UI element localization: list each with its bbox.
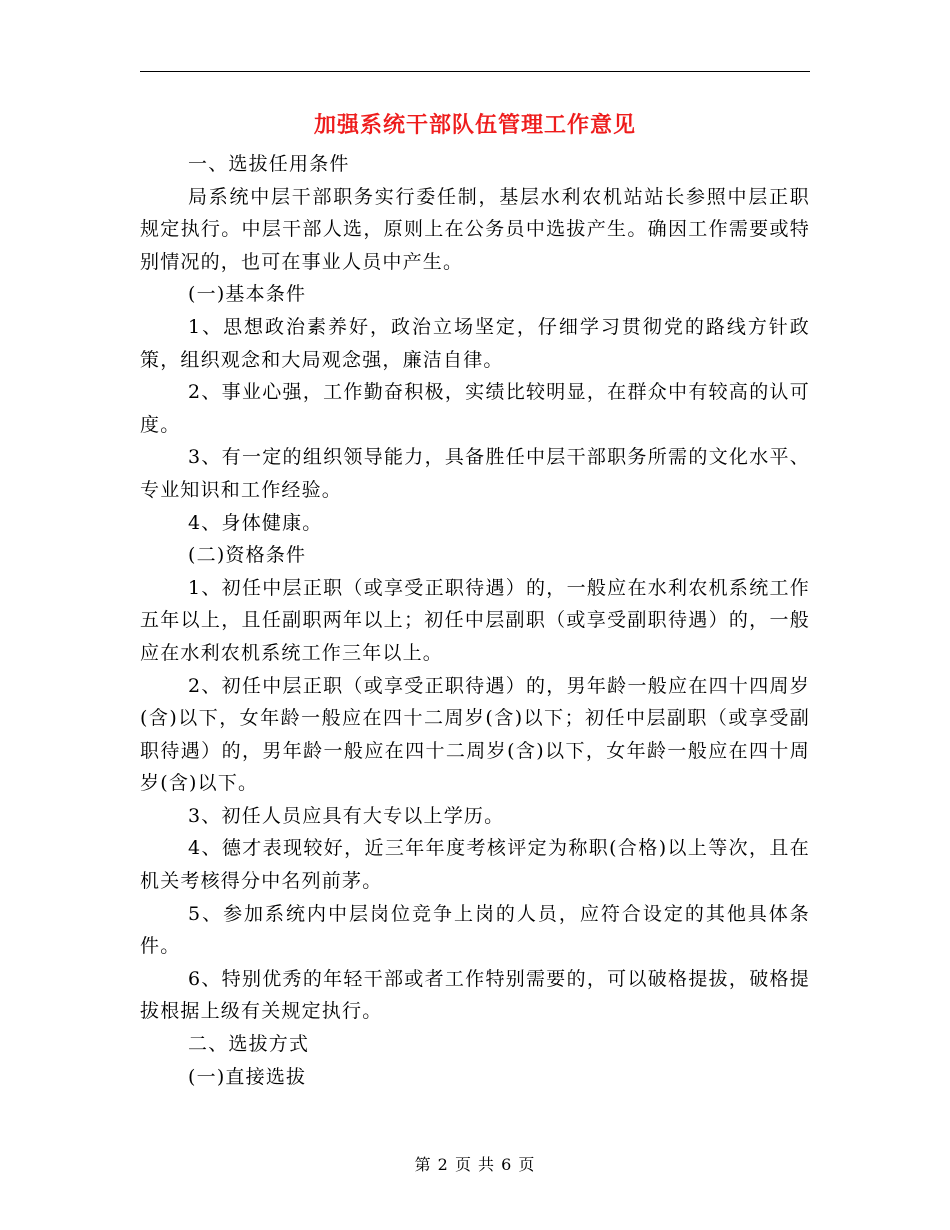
section-heading: 一、选拔任用条件 [188, 153, 350, 175]
body-paragraph: 2、初任中层正职（或享受正职待遇）的，男年龄一般应在四十四周岁(含)以下，女年龄一般应在四十二周岁(含)以下；初任中层副职（或享受副职待遇）的，男年龄一般应在四十二周岁(含)以下，女年龄一般应在四十周岁(含)以下。 [140, 674, 810, 795]
document-title: 加强系统干部队伍管理工作意见 [313, 112, 636, 138]
body-paragraph: 5、参加系统内中层岗位竞争上岗的人员，应符合设定的其他具体条件。 [140, 902, 810, 958]
body-paragraph: 局系统中层干部职务实行委任制，基层水利农机站站长参照中层正职规定执行。中层干部人选，原则上在公务员中选拔产生。确因工作需要或特别情况的，也可在事业人员中产生。 [140, 185, 810, 273]
page-number: 第 2 页 共 6 页 [414, 1155, 536, 1174]
body-paragraph: 2、事业心强，工作勤奋积极，实绩比较明显，在群众中有较高的认可度。 [140, 381, 810, 436]
subsection-heading: (一)直接选拔 [188, 1065, 307, 1088]
body-paragraph: 4、身体健康。 [188, 511, 323, 534]
body-paragraph: 3、初任人员应具有大专以上学历。 [188, 804, 505, 827]
subsection-heading: (二)资格条件 [188, 544, 307, 567]
body-paragraph: 4、德才表现较好，近三年年度考核评定为称职(合格)以上等次，且在机关考核得分中名列前茅。 [140, 837, 810, 893]
body-paragraph: 1、初任中层正职（或享受正职待遇）的，一般应在水利农机系统工作五年以上，且任副职两年以上；初任中层副职（或享受副职待遇）的，一般应在水利农机系统工作三年以上。 [140, 576, 810, 664]
body-paragraph: 3、有一定的组织领导能力，具备胜任中层干部职务所需的文化水平、专业知识和工作经验。 [140, 446, 810, 501]
body-paragraph: 6、特别优秀的年轻干部或者工作特别需要的，可以破格提拔，破格提拔根据上级有关规定执行。 [140, 967, 810, 1023]
section-heading: 二、选拔方式 [188, 1033, 310, 1056]
body-paragraph: 1、思想政治素养好，政治立场坚定，仔细学习贯彻党的路线方针政策，组织观念和大局观念强，廉洁自律。 [140, 315, 810, 371]
document-body [140, 148, 810, 1093]
subsection-heading: (一)基本条件 [188, 283, 307, 306]
header-rule [140, 71, 810, 72]
